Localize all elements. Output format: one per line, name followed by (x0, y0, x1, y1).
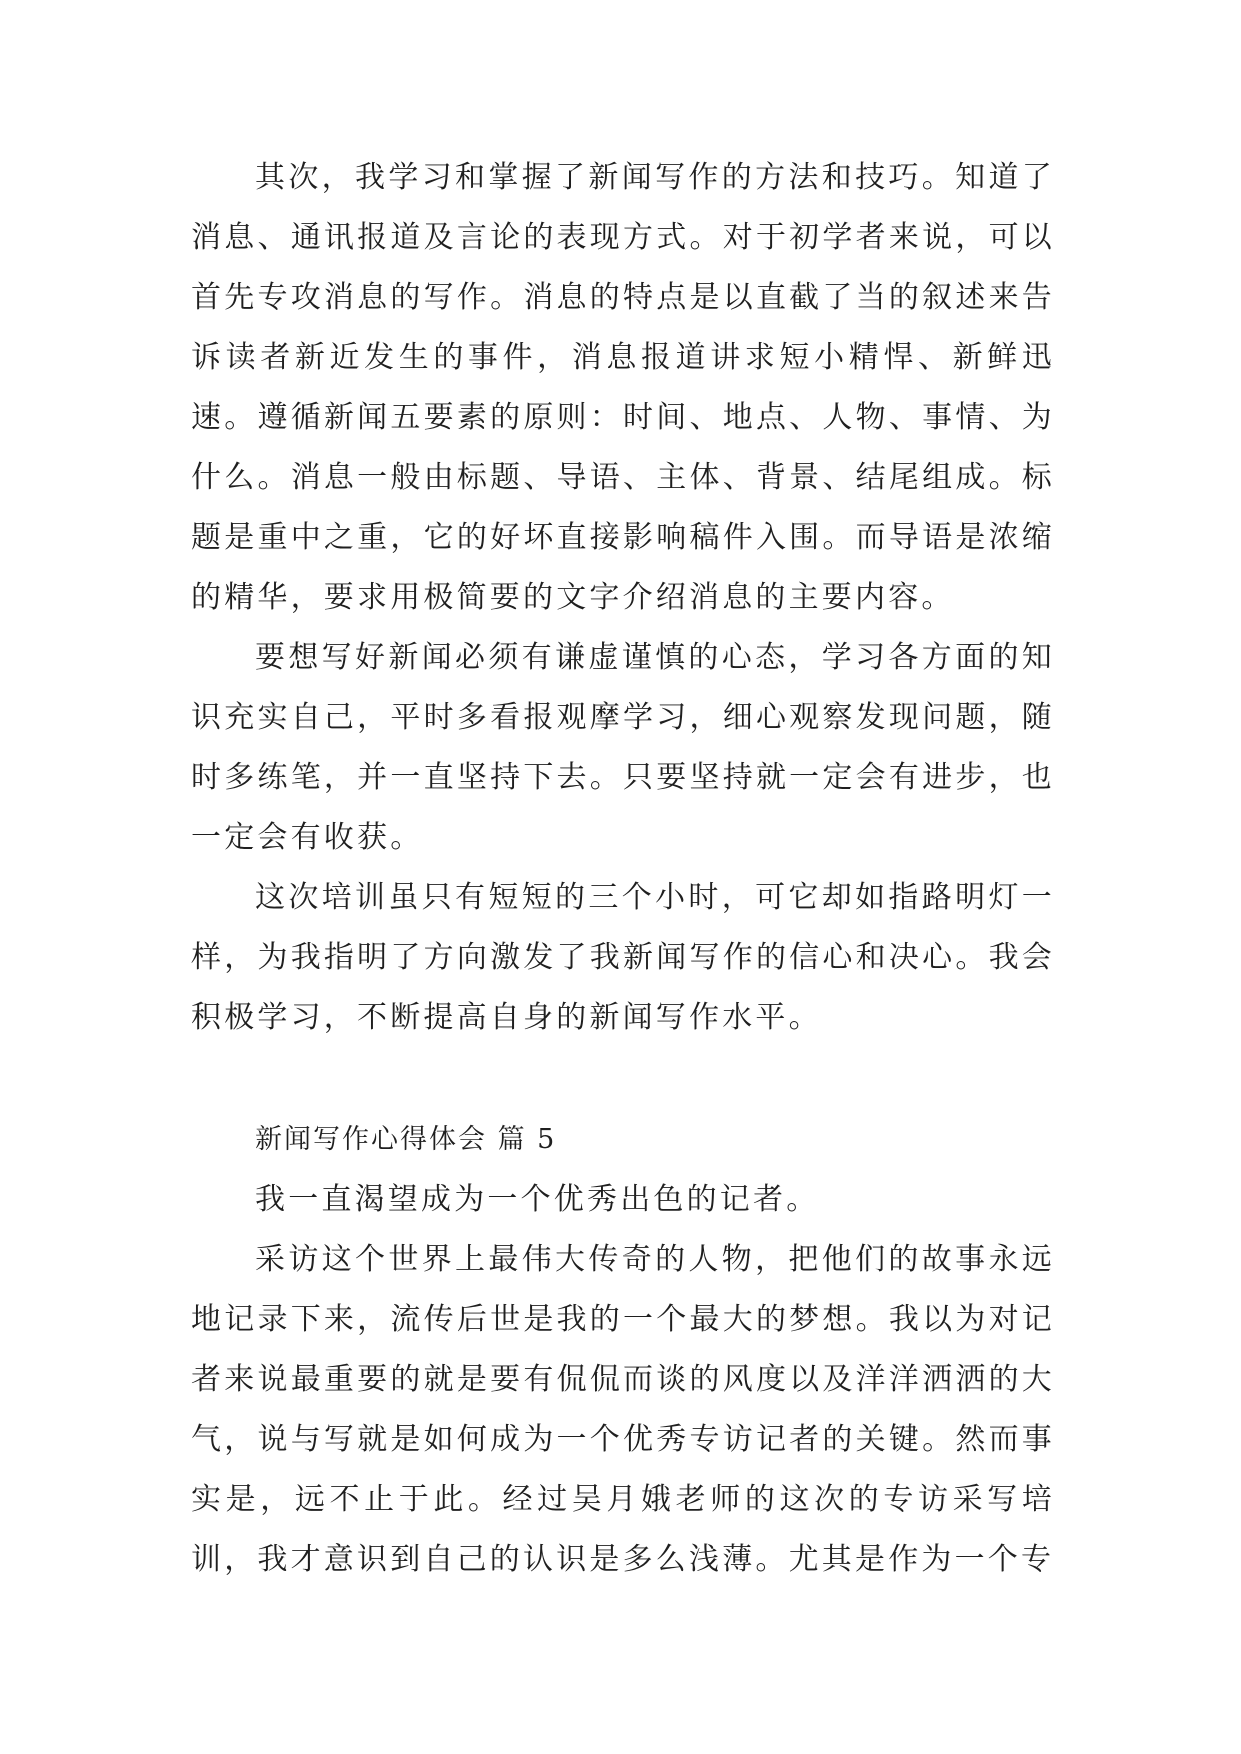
paragraph-attitude: 要想写好新闻必须有谦虚谨慎的心态，学习各方面的知识充实自己，平时多看报观摩学习，细心观察发现问题，随时多练笔，并一直坚持下去。只要坚持就一定会有进步，也一定会有收获。 (191, 640, 1055, 855)
paragraph-aspiration: 我一直渴望成为一个优秀出色的记者。 (255, 1182, 820, 1217)
paragraph-training-summary: 这次培训虽只有短短的三个小时，可它却如指路明灯一样，为我指明了方向激发了我新闻写作的信心和决心。我会积极学习，不断提高自身的新闻写作水平。 (191, 880, 1055, 1035)
paragraph-news-writing-methods: 其次，我学习和掌握了新闻写作的方法和技巧。知道了消息、通讯报道及言论的表现方式。对于初学者来说，可以首先专攻消息的写作。消息的特点是以直截了当的叙述来告诉读者新近发生的事件，消息报道讲求短小精悍、新鲜迅速。遵循新闻五要素的原则：时间、地点、人物、事情、为什么。消息一般由标题、导语、主体、背景、结尾组成。标题是重中之重，它的好坏直接影响稿件入围。而导语是浓缩的精华，要求用极简要的文字介绍消息的主要内容。 (191, 160, 1055, 615)
section-title: 新闻写作心得体会 篇 5 (255, 1124, 557, 1155)
paragraph-interview-dream: 采访这个世界上最伟大传奇的人物，把他们的故事永远地记录下来，流传后世是我的一个最大的梦想。我以为对记者来说最重要的就是要有侃侃而谈的风度以及洋洋洒洒的大气，说与写就是如何成为一个优秀专访记者的关键。然而事实是，远不止于此。经过吴月娥老师的这次的专访采写培训，我才意识到自己的认识是多么浅薄。尤其是作为一个专 (191, 1242, 1055, 1577)
